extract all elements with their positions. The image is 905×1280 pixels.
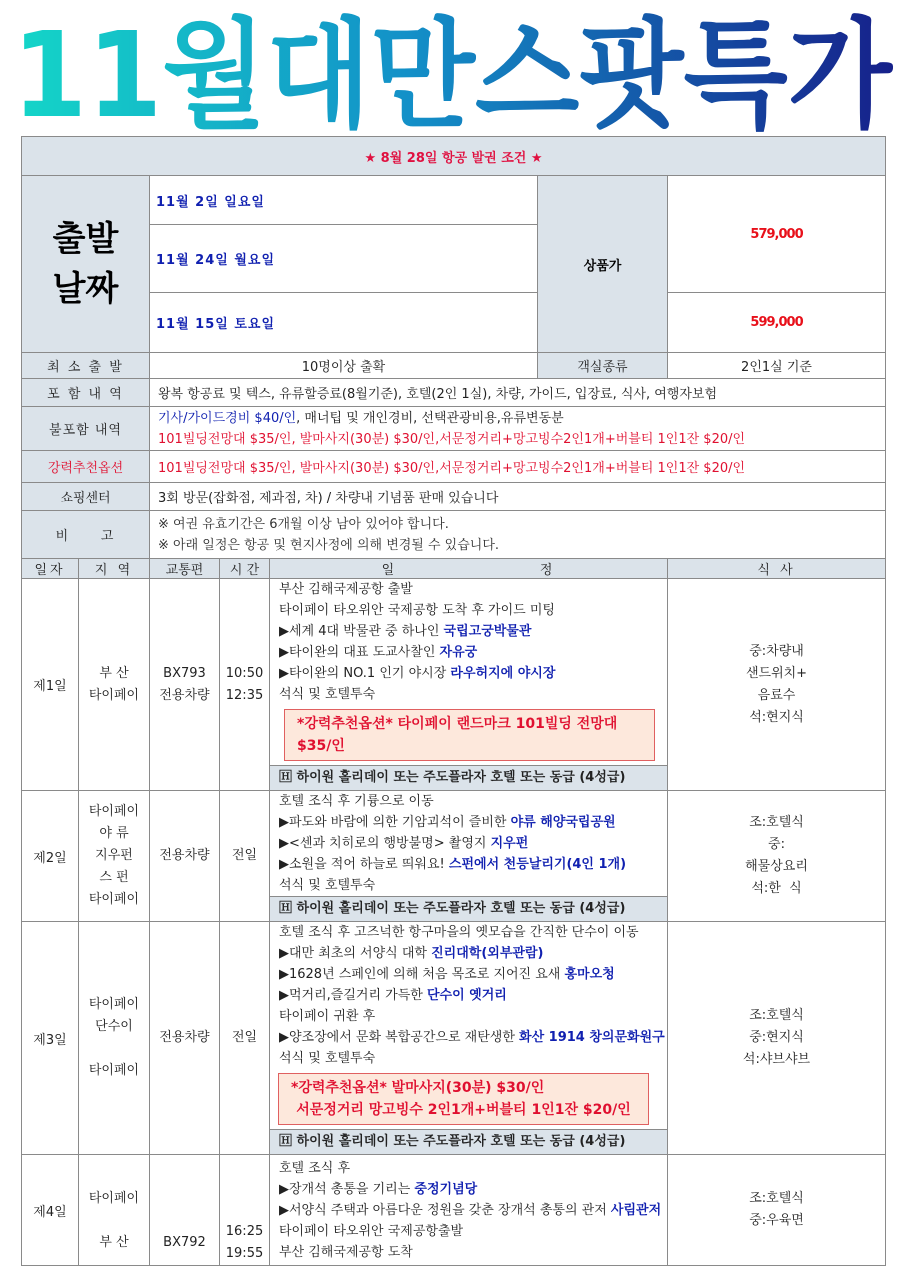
ticketing-condition-strip: ★ 8월 28일 항공 발권 조건 ★ <box>22 137 886 176</box>
day-label: 제1일 <box>22 579 79 791</box>
note-value: ※ 여권 유효기간은 6개월 이상 남아 있어야 합니다. ※ 아래 일정은 항공 및 현지사정에 의해 변경될 수 있습니다. <box>150 511 886 559</box>
day-row-3 <box>22 922 886 1155</box>
col-header-transport: 교통편 <box>150 559 220 579</box>
price-2: 599,000 <box>668 293 886 353</box>
schedule-line: ▶파도와 바람에 의한 기암괴석이 즐비한 야류 해양국립공원 <box>279 815 616 830</box>
schedule-line: ▶세계 4대 박물관 중 하나인 국립고궁박물관 <box>279 624 532 639</box>
day-label: 제3일 <box>22 922 79 1155</box>
day-schedule <box>270 791 668 922</box>
day-region: 타이페이 단수이 타이페이 <box>79 922 150 1155</box>
excluded-value <box>150 407 886 451</box>
price-label: 상품가 <box>538 176 668 353</box>
day-time: 16:25 19:55 <box>220 1155 270 1266</box>
schedule-line: ▶1628년 스페인에 의해 처음 목조로 지어진 요새 홍마오청 <box>279 967 615 982</box>
schedule-line: ▶먹거리,즐길거리 가득한 단수이 옛거리 <box>279 988 507 1003</box>
day-region: 부 산 타이페이 <box>79 579 150 791</box>
guide-fee-text: 기사/가이드경비 $40/인 <box>158 410 297 426</box>
day-label: 제2일 <box>22 791 79 922</box>
col-header-meal: 식 사 <box>668 559 886 579</box>
room-type-label: 객실종류 <box>538 353 668 379</box>
schedule-line: ▶대만 최초의 서양식 대학 진리대학(외부관람) <box>279 946 544 961</box>
hotel-info: 🄷 하이원 홀리데이 또는 주도플라자 호텔 또는 동급 (4성급) <box>270 765 667 790</box>
schedule-line: 석식 및 호텔투숙 <box>279 1051 376 1066</box>
day-time: 전일 <box>220 922 270 1155</box>
schedule-line: ▶타이완의 대표 도교사찰인 자유궁 <box>279 645 478 660</box>
schedule-line: 호텔 조식 후 고즈넉한 항구마을의 옛모습을 간직한 단수이 이동 <box>279 925 639 940</box>
schedule-line: 호텔 조식 후 기륭으로 이동 <box>279 794 434 809</box>
hotel-info: 🄷 하이원 홀리데이 또는 주도플라자 호텔 또는 동급 (4성급) <box>270 1129 667 1154</box>
page-title: 11월대만스팟특가 <box>12 6 894 134</box>
recommended-option-box: *강력추천옵션* 타이페이 랜드마크 101빌딩 전망대 $35/인 <box>284 709 655 761</box>
shopping-value: 3회 방문(잡화점, 제과점, 차) / 차량내 기념품 판매 있습니다 <box>150 483 886 511</box>
day-row-2 <box>22 791 886 922</box>
schedule-line: 타이페이 귀환 후 <box>279 1009 376 1024</box>
hotel-info: 🄷 하이원 홀리데이 또는 주도플라자 호텔 또는 동급 (4성급) <box>270 896 667 921</box>
day-transport: BX793 전용차량 <box>150 579 220 791</box>
day-schedule <box>270 1155 668 1266</box>
shopping-label: 쇼핑센터 <box>22 483 150 511</box>
schedule-line: 석식 및 호텔투숙 <box>279 878 376 893</box>
day-transport: 전용차량 <box>150 922 220 1155</box>
day-region: 타이페이 야 류 지우펀 스 펀 타이페이 <box>79 791 150 922</box>
schedule-line: 호텔 조식 후 <box>279 1160 351 1176</box>
day-region: 타이페이 부 산 <box>79 1155 150 1266</box>
day-time: 전일 <box>220 791 270 922</box>
room-type-value: 2인1실 기준 <box>668 353 886 379</box>
departure-date-3: 11월 15일 토요일 <box>150 293 538 353</box>
excluded-extra-text: , 매너팁 및 개인경비, 선택관광비용,유류변동분 <box>296 410 564 426</box>
day-meals: 조:호텔식 중:현지식 석:샤브샤브 <box>668 922 886 1155</box>
note-label: 비 고 <box>22 511 150 559</box>
departure-date-2: 11월 24일 월요일 <box>150 225 538 293</box>
schedule-line: ▶타이완의 NO.1 인기 야시장 라우허지에 야시장 <box>279 666 556 681</box>
day-row-4 <box>22 1155 886 1266</box>
schedule-line: ▶서양식 주택과 아름다운 정원을 갖춘 장개석 총통의 관저 사림관저 <box>279 1202 662 1218</box>
recommended-option-box: *강력추천옵션* 발마사지(30분) $30/인 서문정거리 망고빙수 2인1개+버블티 1인1잔 $20/인 <box>278 1073 649 1125</box>
tour-table <box>21 136 886 1266</box>
day-schedule <box>270 579 668 791</box>
schedule-line: ▶소원을 적어 하늘로 띄워요! 스펀에서 천등날리기(4인 1개) <box>279 857 627 872</box>
price-1: 579,000 <box>668 176 886 293</box>
included-label: 포 함 내 역 <box>22 379 150 407</box>
page-title-banner <box>0 0 905 134</box>
day-time: 10:50 12:35 <box>220 579 270 791</box>
schedule-line: 타이페이 타오위안 국제공항출발 <box>279 1223 464 1239</box>
excluded-label: 불포함 내역 <box>22 407 150 451</box>
day-label: 제4일 <box>22 1155 79 1266</box>
day-meals: 중:차량내 샌드위치+ 음료수 석:현지식 <box>668 579 886 791</box>
excluded-options-text: 101빌딩전망대 $35/인, 발마사지(30분) $30/인,서문정거리+망고빙수2인1개+버블티 1인1잔 $20/인 <box>158 431 746 447</box>
schedule-line: 타이페이 타오위안 국제공항 도착 후 가이드 미팅 <box>279 603 555 618</box>
day-meals: 조:호텔식 중: 해물상요리 석:한 식 <box>668 791 886 922</box>
col-header-time: 시 간 <box>220 559 270 579</box>
day-transport: 전용차량 <box>150 791 220 922</box>
recommended-option-value: 101빌딩전망대 $35/인, 발마사지(30분) $30/인,서문정거리+망고빙수2인1개+버블티 1인1잔 $20/인 <box>158 461 746 476</box>
day-transport: BX792 <box>150 1155 220 1266</box>
departure-label: 출발 날짜 <box>22 176 150 353</box>
recommended-option-label: 강력추천옵션 <box>22 451 150 483</box>
schedule-line: ▶장개석 총통을 기리는 중정기념당 <box>279 1181 478 1197</box>
schedule-line: 부산 김해국제공항 도착 <box>279 1244 413 1260</box>
day-meals: 조:호텔식 중:우육면 <box>668 1155 886 1266</box>
col-header-day: 일자 <box>22 559 79 579</box>
included-value: 왕복 항공료 및 텍스, 유류할증료(8월기준), 호텔(2인 1실), 차량, 가이드, 입장료, 식사, 여행자보험 <box>150 379 886 407</box>
schedule-line: ▶양조장에서 문화 복합공간으로 재탄생한 화산 1914 창의문화원구 <box>279 1030 665 1045</box>
day-row-1 <box>22 579 886 791</box>
min-departure-value: 10명이상 출확 <box>150 353 538 379</box>
schedule-line: 부산 김해국제공항 출발 <box>279 582 413 597</box>
schedule-line: 석식 및 호텔투숙 <box>279 687 376 702</box>
departure-date-1: 11월 2일 일요일 <box>150 176 538 225</box>
min-departure-label: 최 소 출 발 <box>22 353 150 379</box>
col-header-schedule: 일 정 <box>270 559 668 579</box>
col-header-region: 지 역 <box>79 559 150 579</box>
day-schedule <box>270 922 668 1155</box>
schedule-line: ▶<센과 치히로의 행방불명> 촬영지 지우펀 <box>279 836 529 851</box>
